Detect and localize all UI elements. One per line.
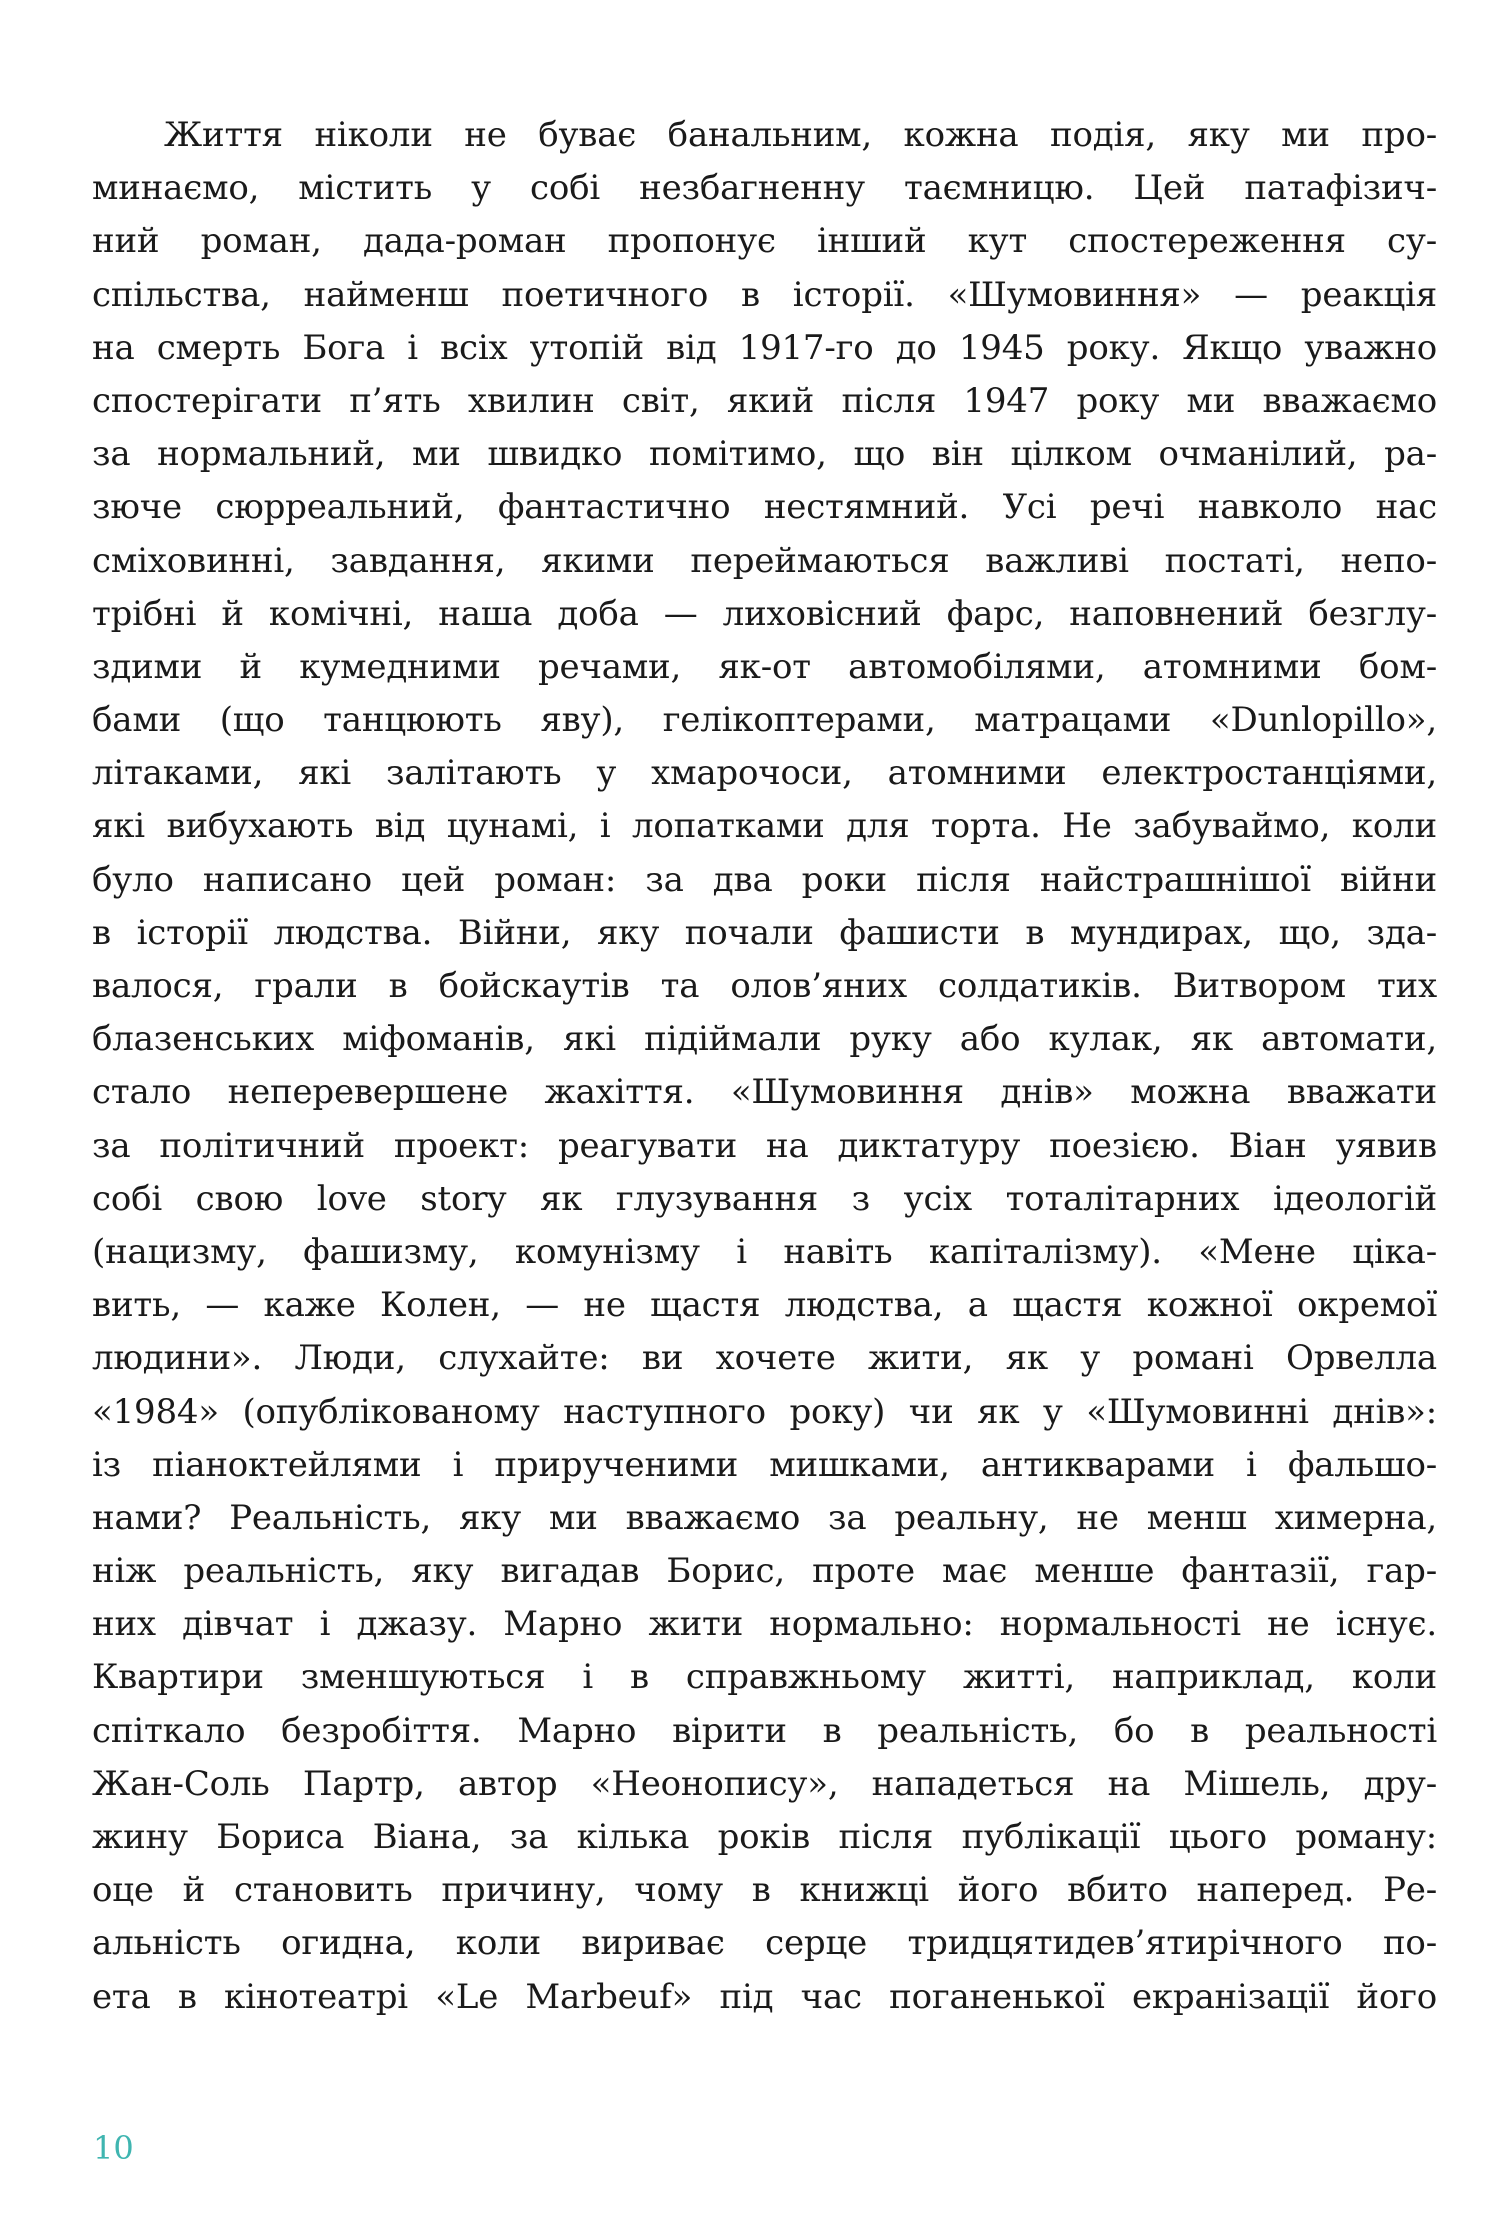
text-line: на смерть Бога і всіх утопій від 1917-го до 1945 року. Якщо уважно — [92, 327, 1437, 368]
text-line: ета в кінотеатрі «Le Marbeuf» під час поганенької екранізації його — [92, 1976, 1437, 2017]
text-line: стало неперевершене жахіття. «Шумовиння днів» можна вважати — [92, 1072, 1437, 1113]
text-line: ний роман, дада-роман пропонує інший кут спостереження су- — [92, 221, 1437, 262]
text-line: за нормальний, ми швидко помітимо, що він цілком очманілий, ра- — [92, 434, 1437, 475]
text-line: ніж реальність, яку вигадав Борис, проте має менше фантазії, гар- — [92, 1551, 1437, 1592]
text-line: вить, — каже Колен, — не щастя людства, а щастя кожної окремої — [92, 1285, 1437, 1326]
text-line: валося, грали в бойскаутів та олов’яних солдатиків. Витвором тих — [92, 966, 1437, 1006]
text-line: Квартири зменшуються і в справжньому житті, наприклад, коли — [92, 1657, 1437, 1698]
text-line: літаками, які залітають у хмарочоси, атомними електростанціями, — [92, 753, 1437, 794]
text-line: спостерігати п’ять хвилин світ, який після 1947 року ми вважаємо — [92, 380, 1437, 421]
text-line: блазенських міфоманів, які підіймали руку або кулак, як автомати, — [92, 1019, 1437, 1060]
text-line: спіткало безробіття. Марно вірити в реальність, бо в реальності — [92, 1710, 1437, 1751]
text-line: сміховинні, завдання, якими переймаються важливі постаті, непо- — [92, 540, 1437, 581]
text-line: здими й кумедними речами, як-от автомобілями, атомними бом- — [92, 646, 1437, 687]
text-line: із піаноктейлями і прирученими мишками, антикварами і фальшо- — [92, 1444, 1437, 1485]
text-line: (нацизму, фашизму, комунізму і навіть капіталізму). «Мене ціка- — [92, 1231, 1437, 1272]
text-line: Жан-Соль Партр, автор «Неонопису», нападеться на Мішель, дру- — [92, 1763, 1437, 1804]
text-line: оце й становить причину, чому в книжці його вбито наперед. Ре- — [92, 1870, 1437, 1911]
text-line: зюче сюрреальний, фантастично нестямний. Усі речі навколо нас — [92, 487, 1437, 528]
text-line: було написано цей роман: за два роки після найстрашнішої війни — [92, 859, 1437, 900]
text-line: трібні й комічні, наша доба — лиховісний фарс, наповнений безглу- — [92, 593, 1437, 634]
text-line: в історії людства. Війни, яку почали фашисти в мундирах, що, зда- — [92, 912, 1437, 953]
text-line: собі свою love story як глузування з усіх тоталітарних ідеологій — [92, 1178, 1437, 1219]
text-line: минаємо, містить у собі незбагненну таємницю. Цей патафізич- — [92, 168, 1437, 209]
text-line: альність огидна, коли вириває серце тридцятидев’ятирічного по- — [92, 1923, 1437, 1964]
body-paragraph — [92, 109, 1437, 2024]
text-line: Життя ніколи не буває банальним, кожна подія, яку ми про- — [164, 115, 1437, 155]
text-line: бами (що танцюють яву), гелікоптерами, матрацами «Dunlopillo», — [92, 700, 1437, 741]
text-line: за політичний проект: реагувати на диктатуру поезією. Віан уявив — [92, 1125, 1437, 1166]
text-line: жину Бориса Віана, за кілька років після публікації цього роману: — [92, 1817, 1437, 1857]
text-line: них дівчат і джазу. Марно жити нормально: нормальності не існує. — [92, 1604, 1437, 1645]
text-line: людини». Люди, слухайте: ви хочете жити, як у романі Орвелла — [92, 1338, 1437, 1379]
text-line: спільства, найменш поетичного в історії. «Шумовиння» — реакція — [92, 274, 1437, 315]
text-line: нами? Реальність, яку ми вважаємо за реальну, не менш химерна, — [92, 1497, 1437, 1538]
text-line: «1984» (опублікованому наступного року) чи як у «Шумовинні днів»: — [92, 1391, 1437, 1432]
page-number: 10 — [93, 2129, 134, 2167]
text-line: які вибухають від цунамі, і лопатками для торта. Не забуваймо, коли — [92, 806, 1437, 847]
